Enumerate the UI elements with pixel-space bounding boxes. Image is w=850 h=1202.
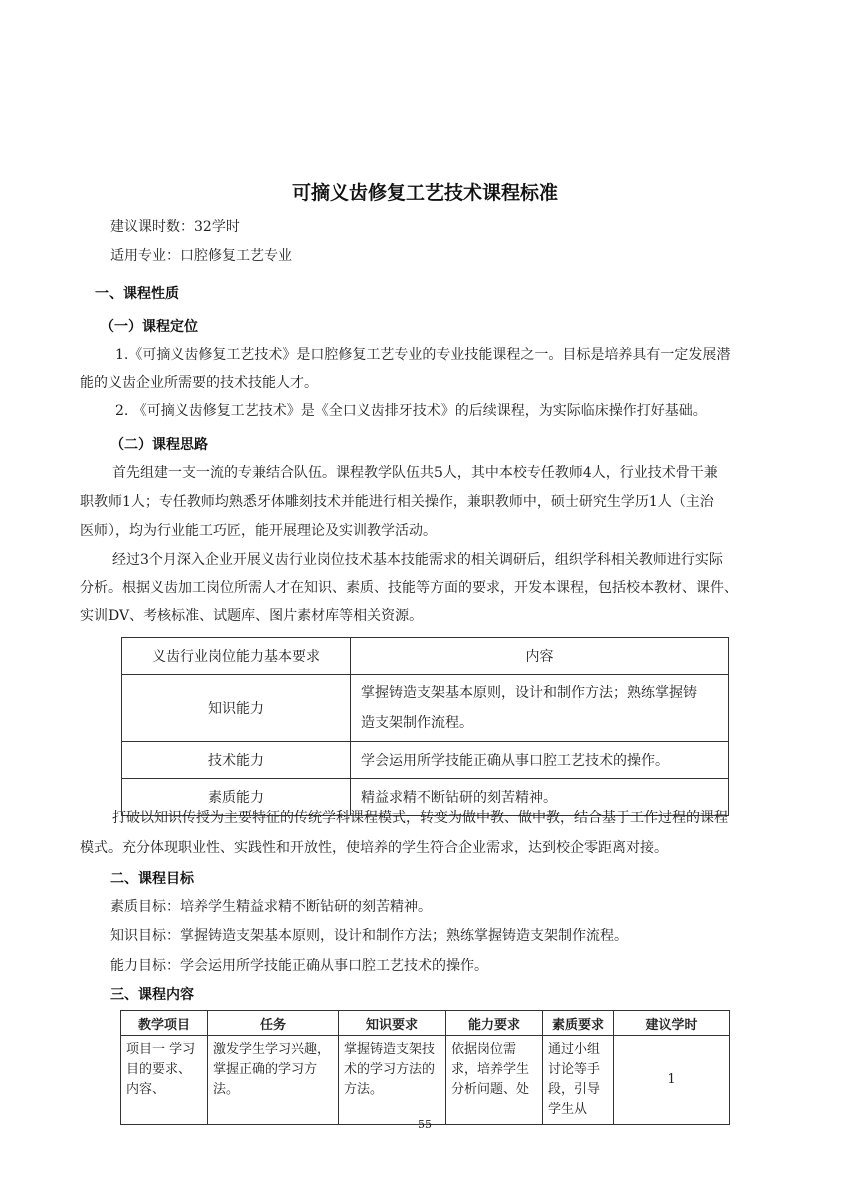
table-header-cell: 教学项目 xyxy=(121,1011,208,1036)
paragraph-line: 经过3个月深入企业开展义齿行业岗位技术基本技能需求的相关调研后，组织学科相关教师进行实际 xyxy=(112,552,723,568)
ability-requirements-table xyxy=(121,637,729,816)
table-header-cell: 建议学时 xyxy=(614,1011,730,1036)
course-content-table xyxy=(120,1010,730,1125)
course-hours: 建议课时数：32学时 xyxy=(110,219,240,235)
paragraph-line: 分析。根据义齿加工岗位所需人才在知识、素质、技能等方面的要求，开发本课程，包括校本教材、课件、 xyxy=(80,580,738,596)
table-cell: 1 xyxy=(614,1036,730,1125)
table-header-row xyxy=(122,638,729,675)
table-cell: 通过小组讨论等手段，引导学生从 xyxy=(543,1036,614,1125)
applicable-major: 适用专业：口腔修复工艺专业 xyxy=(110,248,292,264)
table-header-cell: 知识要求 xyxy=(339,1011,446,1036)
table-cell: 激发学生学习兴趣，掌握正确的学习方法。 xyxy=(208,1036,339,1125)
table-header-cell: 义齿行业岗位能力基本要求 xyxy=(122,638,351,675)
table-header-cell: 能力要求 xyxy=(446,1011,543,1036)
paragraph-line: 打破以知识传授为主要特征的传统学科课程模式，转变为做中教、做中教，结合基于工作过程的课程 xyxy=(112,810,728,826)
table-cell: 精益求精不断钻研的刻苦精神。 xyxy=(351,779,729,816)
section-heading-nature: 一、课程性质 xyxy=(95,286,179,302)
table-row xyxy=(121,1036,730,1125)
paragraph-line: 1.《可摘义齿修复工艺技术》是口腔修复工艺专业的专业技能课程之一。目标是培养具有一定发展潜 xyxy=(115,347,731,363)
table-row xyxy=(122,742,729,779)
paragraph-line: 首先组建一支一流的专兼结合队伍。课程教学队伍共5人，其中本校专任教师4人，行业技术骨干兼 xyxy=(112,465,718,481)
table-header-cell: 素质要求 xyxy=(543,1011,614,1036)
document-title: 可摘义齿修复工艺技术课程标准 xyxy=(291,182,558,204)
subheading-positioning: （一）课程定位 xyxy=(100,319,198,335)
table-cell: 技术能力 xyxy=(122,742,351,779)
table-row xyxy=(122,675,729,742)
table-cell: 素质能力 xyxy=(122,779,351,816)
table-cell: 掌握铸造支架技术的学习方法的方法。 xyxy=(339,1036,446,1125)
paragraph-line: 模式。充分体现职业性、实践性和开放性，使培养的学生符合企业需求，达到校企零距离对接。 xyxy=(80,840,668,856)
page-number: 55 xyxy=(418,1118,432,1131)
section-heading-goals: 二、课程目标 xyxy=(110,871,194,887)
cell-line: 造支架制作流程。 xyxy=(361,715,473,731)
paragraph-line: 医师），均为行业能工巧匠，能开展理论及实训教学活动。 xyxy=(80,523,437,539)
table-header-row xyxy=(121,1011,730,1036)
cell-line: 掌握铸造支架基本原则，设计和制作方法；熟练掌握铸 xyxy=(361,685,697,701)
table-cell xyxy=(351,675,729,742)
subheading-approach: （二）课程思路 xyxy=(110,437,208,453)
paragraph-line: 2. 《可摘义齿修复工艺技术》是《全口义齿排牙技术》的后续课程，为实际临床操作打好基础。 xyxy=(115,403,707,419)
table-cell: 项目一 学习目的要求、内容、 xyxy=(121,1036,208,1125)
table-header-cell: 任务 xyxy=(208,1011,339,1036)
goal-ability: 能力目标：学会运用所学技能正确从事口腔工艺技术的操作。 xyxy=(110,958,488,974)
paragraph-line: 职教师1人；专任教师均熟悉牙体雕刻技术并能进行相关操作，兼职教师中，硕士研究生学历1人（主治 xyxy=(80,494,714,510)
table-cell: 依据岗位需求，培养学生分析问题、处 xyxy=(446,1036,543,1125)
goal-knowledge: 知识目标：掌握铸造支架基本原则，设计和制作方法；熟练掌握铸造支架制作流程。 xyxy=(110,928,628,944)
table-cell: 学会运用所学技能正确从事口腔工艺技术的操作。 xyxy=(351,742,729,779)
paragraph-line: 能的义齿企业所需要的技术技能人才。 xyxy=(80,375,318,391)
table-cell: 知识能力 xyxy=(122,675,351,742)
section-heading-content: 三、课程内容 xyxy=(110,987,194,1003)
goal-quality: 素质目标：培养学生精益求精不断钻研的刻苦精神。 xyxy=(110,899,432,915)
table-header-cell: 内容 xyxy=(351,638,729,675)
paragraph-line: 实训DV、考核标准、试题库、图片素材库等相关资源。 xyxy=(80,608,424,624)
